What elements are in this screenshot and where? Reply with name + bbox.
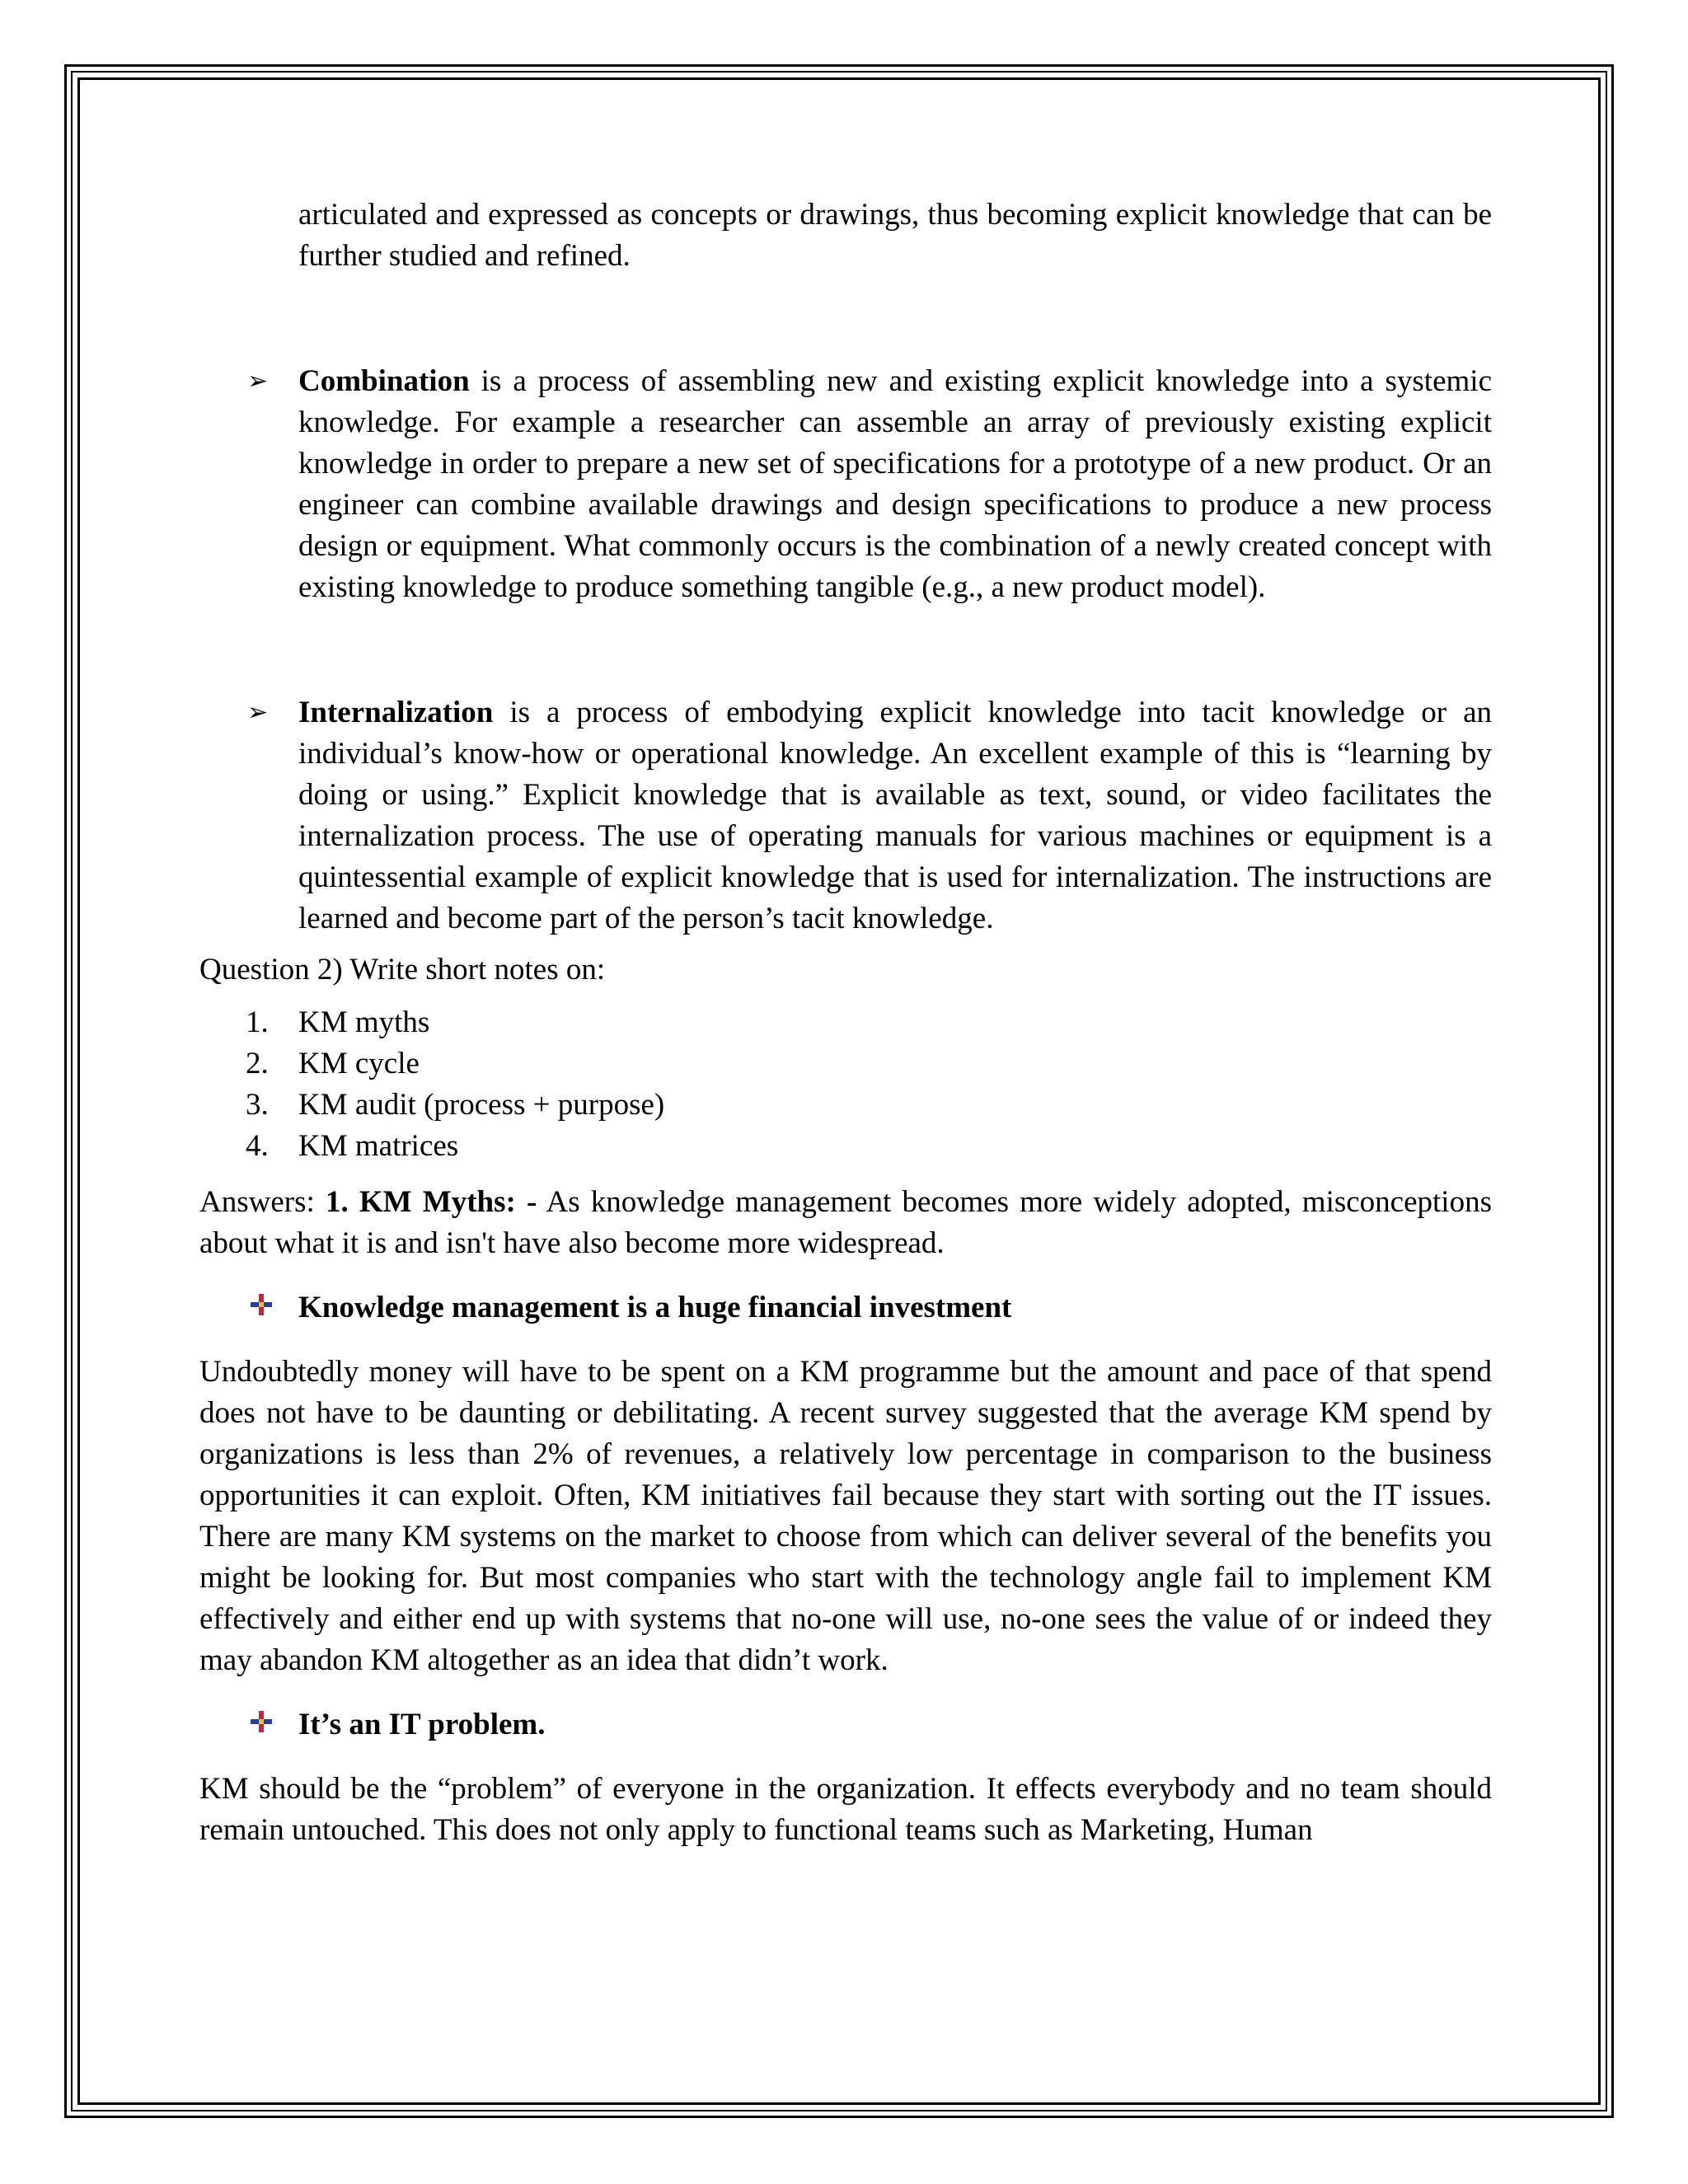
list-item: 3. KM audit (process + purpose): [246, 1088, 665, 1122]
combination-paragraph: [247, 361, 1492, 608]
document-body: [199, 194, 1492, 1848]
combination-term: Combination: [298, 364, 470, 398]
answer-prefix: Answers:: [199, 1185, 326, 1219]
internalization-term: Internalization: [298, 696, 494, 729]
answer-text: As knowledge management becomes more widely adopted, misconceptions about what it is and isn't have also become more widespread.: [199, 1185, 1492, 1260]
myth1-heading: Knowledge management is a huge financial investment: [298, 1287, 1492, 1329]
plus-bullet-icon: [249, 1709, 274, 1734]
myth2-paragraph: KM should be the “problem” of everyone in the organization. It effects everybody and no team should remain untouched. This does not only apply to functional teams such as Marketing, Human: [199, 1772, 1492, 1847]
combination-text: is a process of assembling new and existing explicit knowledge into a systemic knowledge. For example a researcher can assemble an array of previously existing explicit knowledge in order to prepare a new set of specifications for a prototype of a new product. Or an engineer can combine available drawings and design specifications to produce a new process design or equipment. What commonly occurs is the combination of a newly created concept with existing knowledge to produce something tangible (e.g., a new product model).: [298, 364, 1492, 604]
internalization-text: is a process of embodying explicit knowledge into tacit knowledge or an individual’s know-how or operational knowledge. An excellent example of this is “learning by doing or using.” Explicit knowledge that is available as text, sound, or video facilitates the internalization process. The use of operating manuals for various machines or equipment is a quintessential example of explicit knowledge that is used for internalization. The instructions are learned and become part of the person’s tacit knowledge.: [298, 696, 1492, 935]
list-item: 4. KM matrices: [246, 1129, 459, 1163]
internalization-paragraph: [247, 692, 1492, 940]
answer-paragraph: [199, 1182, 1492, 1264]
answer-heading: 1. KM Myths: -: [325, 1185, 537, 1219]
myth2-heading: It’s an IT problem.: [298, 1704, 1492, 1746]
question-heading: Question 2) Write short notes on:: [199, 953, 606, 987]
arrow-bullet-icon: ➢: [247, 698, 269, 727]
intro-continuation: articulated and expressed as concepts or drawings, thus becoming explicit knowledge that can be further studied and refined.: [298, 198, 1492, 273]
arrow-bullet-icon: ➢: [247, 367, 269, 396]
plus-bullet-icon: [249, 1292, 274, 1317]
myth1-paragraph: Undoubtedly money will have to be spent on a KM programme but the amount and pace of that spend does not have to be daunting or debilitating. A recent survey suggested that the average KM spend by organizations is less than 2% of revenues, a relatively low percentage in comparison to the business opportunities it can exploit. Often, KM initiatives fail because they start with sorting out the IT issues. There are many KM systems on the market to choose from which can deliver several of the benefits you might be looking for. But most companies who start with the technology angle fail to implement KM effectively and either end up with systems that no-one will use, no-one sees the value of or indeed they may abandon KM altogether as an idea that didn’t work.: [199, 1355, 1492, 1677]
list-item: 2. KM cycle: [246, 1047, 420, 1080]
notes-list: [199, 1002, 1492, 1167]
list-item: 1. KM myths: [246, 1005, 430, 1039]
